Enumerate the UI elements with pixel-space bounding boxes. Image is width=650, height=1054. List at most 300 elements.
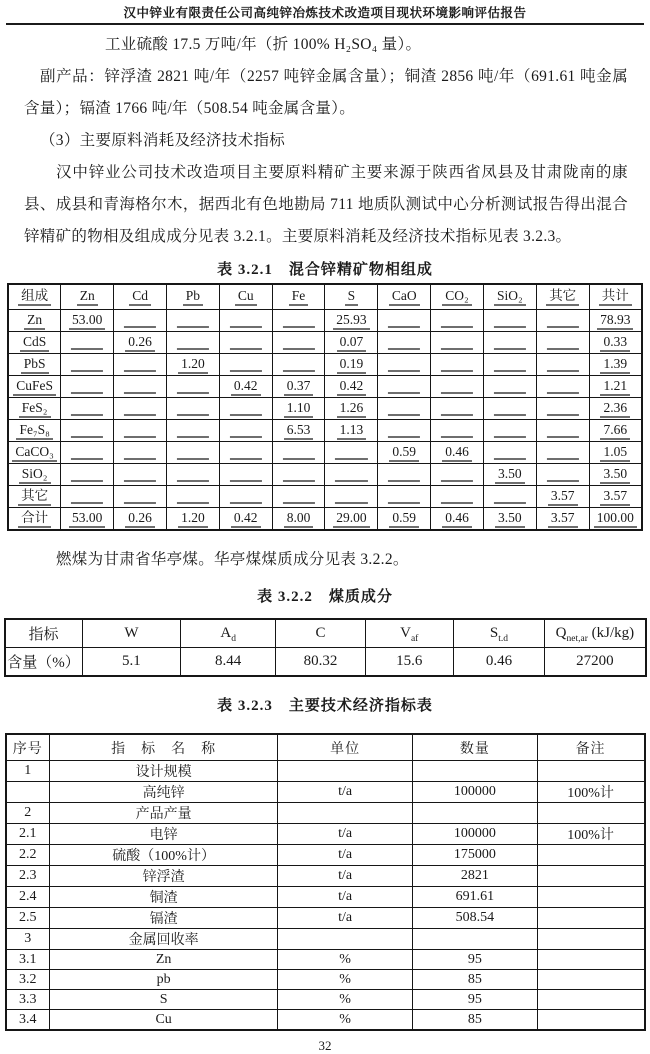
- empty-cell-underline: [388, 392, 420, 394]
- table-row: [6, 866, 645, 887]
- column-header: [536, 284, 589, 310]
- table-cell: 铜渣: [50, 887, 278, 908]
- column-header: 序号: [6, 734, 50, 761]
- table-cell: 3.2: [6, 970, 50, 990]
- empty-cell-underline: [388, 414, 420, 416]
- table-row: [8, 332, 642, 354]
- column-header: $A_d$: [181, 619, 276, 648]
- table-cell: 1: [6, 761, 50, 782]
- empty-cell-underline: [441, 326, 473, 328]
- table-cell: [378, 376, 431, 398]
- cell-underline: 0.37: [284, 378, 314, 396]
- empty-cell-underline: [71, 480, 103, 482]
- table-cell: [483, 354, 536, 376]
- cell-underline: Pb: [183, 288, 203, 306]
- table-cell: [114, 310, 167, 332]
- table-cell: [114, 508, 167, 531]
- cell-underline: 0.42: [231, 378, 261, 396]
- table-cell: 8.44: [181, 648, 276, 677]
- table-cell: [378, 354, 431, 376]
- cell-underline: 2.36: [600, 400, 630, 418]
- table-cell: [219, 508, 272, 531]
- table-cell: [8, 486, 61, 508]
- cell-underline: CuFeS: [13, 378, 56, 396]
- empty-cell-underline: [441, 370, 473, 372]
- table-cell: 175000: [413, 845, 538, 866]
- table-cell: 2.3: [6, 866, 50, 887]
- empty-cell-underline: [388, 370, 420, 372]
- empty-cell-underline: [547, 436, 579, 438]
- table-cell: [589, 508, 642, 531]
- empty-cell-underline: [441, 502, 473, 504]
- column-header: 单位: [278, 734, 413, 761]
- table-cell: Zn: [50, 950, 278, 970]
- column-header: [166, 284, 219, 310]
- report-title: 汉中锌业有限责任公司高纯锌冶炼技术改造项目现状环境影响评估报告: [123, 6, 527, 20]
- empty-cell-underline: [71, 370, 103, 372]
- table-cell: [325, 398, 378, 420]
- table-cell: [589, 398, 642, 420]
- empty-cell-underline: [335, 502, 367, 504]
- table-cell: [378, 508, 431, 531]
- empty-cell-underline: [71, 348, 103, 350]
- cell-underline: 1.26: [337, 400, 367, 418]
- table-cell: [114, 464, 167, 486]
- cell-underline: S: [345, 288, 359, 306]
- empty-cell-underline: [282, 326, 314, 328]
- empty-cell-underline: [494, 502, 526, 504]
- table-cell: [483, 508, 536, 531]
- table-row: [6, 950, 645, 970]
- table-cell: [272, 420, 325, 442]
- column-header: [272, 284, 325, 310]
- table-cell: [8, 376, 61, 398]
- table-cell: [219, 354, 272, 376]
- empty-cell-underline: [388, 502, 420, 504]
- column-header: $S_{t.d}$: [453, 619, 545, 648]
- table-cell: 100%计: [537, 824, 644, 845]
- cell-underline: 其它: [18, 488, 51, 506]
- empty-cell-underline: [441, 392, 473, 394]
- column-header: [61, 284, 114, 310]
- empty-cell-underline: [124, 436, 156, 438]
- table-cell: [378, 442, 431, 464]
- table-cell: pb: [50, 970, 278, 990]
- table-row: [8, 464, 642, 486]
- table-cell: 100%计: [537, 782, 644, 803]
- section-heading-3: （3）主要原料消耗及经济技术指标: [40, 132, 286, 149]
- cell-underline: 29.00: [333, 510, 369, 528]
- column-header: [114, 284, 167, 310]
- table-cell: %: [278, 990, 413, 1010]
- table-header-row: [5, 619, 646, 648]
- cell-underline: 53.00: [69, 312, 105, 330]
- table-cell: [219, 332, 272, 354]
- paragraph-coal: 燃煤为甘肃省华亭煤。华亭煤煤质成分见表 3.2.2。: [56, 551, 409, 568]
- mixed-zinc-concentrate-phase-table: [7, 283, 643, 531]
- empty-cell-underline: [547, 480, 579, 482]
- cell-underline: 0.46: [442, 444, 472, 462]
- table-cell: [219, 442, 272, 464]
- table-cell: [589, 464, 642, 486]
- cell-underline: SiO₂: [19, 466, 51, 484]
- empty-cell-underline: [494, 348, 526, 350]
- page-number: 32: [318, 1038, 332, 1053]
- table-row: [6, 761, 645, 782]
- table-cell: [61, 398, 114, 420]
- empty-cell-underline: [177, 458, 209, 460]
- table-cell: [272, 398, 325, 420]
- empty-cell-underline: [494, 392, 526, 394]
- table-cell: 100000: [413, 824, 538, 845]
- empty-cell-underline: [494, 414, 526, 416]
- column-header: C: [276, 619, 366, 648]
- table-cell: [431, 508, 484, 531]
- empty-cell-underline: [388, 326, 420, 328]
- table-cell: [536, 398, 589, 420]
- cell-underline: SiO₂: [494, 288, 526, 306]
- table-row: [8, 354, 642, 376]
- empty-cell-underline: [71, 436, 103, 438]
- table-cell: 15.6: [365, 648, 453, 677]
- empty-cell-underline: [124, 480, 156, 482]
- table-cell: [537, 803, 644, 824]
- table-cell: [537, 845, 644, 866]
- table-cell: [61, 442, 114, 464]
- cell-underline: Zn: [24, 312, 45, 330]
- table-cell: [378, 420, 431, 442]
- cell-underline: 78.93: [597, 312, 633, 330]
- paragraph-raw-material-source: 汉中锌业公司技术改造项目主要原料精矿主要来源于陕西省凤县及甘肃陇南的康县、成县和青海格尔木，据西北有色地勘局 711 地质队测试中心分析测试报告得出混合锌精矿的物相及组成成分见表 3.2.1。主要原料消耗及经济技术指标见表 3.2.3。: [24, 164, 628, 245]
- table-cell: [114, 332, 167, 354]
- table-cell: 80.32: [276, 648, 366, 677]
- cell-underline: 1.10: [284, 400, 314, 418]
- table-cell: [166, 486, 219, 508]
- table-cell: 2821: [413, 866, 538, 887]
- table-cell: t/a: [278, 824, 413, 845]
- table-cell: [272, 464, 325, 486]
- table-cell: [589, 354, 642, 376]
- empty-cell-underline: [230, 414, 262, 416]
- table-cell: [431, 442, 484, 464]
- cell-underline: 0.46: [442, 510, 472, 528]
- table-cell: [8, 332, 61, 354]
- empty-cell-underline: [282, 370, 314, 372]
- cell-underline: 1.39: [600, 356, 630, 374]
- table-cell: 2.1: [6, 824, 50, 845]
- coal-quality-table: [4, 618, 647, 677]
- column-header: [8, 284, 61, 310]
- empty-cell-underline: [441, 480, 473, 482]
- table-cell: [166, 398, 219, 420]
- table-cell: [166, 464, 219, 486]
- cell-underline: 1.20: [178, 356, 208, 374]
- empty-cell-underline: [230, 480, 262, 482]
- table-cell: [483, 376, 536, 398]
- table-cell: [61, 508, 114, 531]
- table-cell: [278, 929, 413, 950]
- table-cell: S: [50, 990, 278, 1010]
- cell-underline: 合计: [18, 510, 51, 528]
- cell-underline: Fe₇S₈: [16, 422, 52, 440]
- table-cell: [114, 486, 167, 508]
- empty-cell-underline: [230, 458, 262, 460]
- empty-cell-underline: [441, 414, 473, 416]
- table-cell: [537, 866, 644, 887]
- cell-underline: 0.42: [231, 510, 261, 528]
- cell-underline: FeS₂: [19, 400, 51, 418]
- empty-cell-underline: [230, 502, 262, 504]
- table-cell: [325, 376, 378, 398]
- table-cell: [219, 464, 272, 486]
- table-cell: 电锌: [50, 824, 278, 845]
- empty-cell-underline: [441, 436, 473, 438]
- table-cell: 含量（%）: [5, 648, 83, 677]
- table-cell: t/a: [278, 908, 413, 929]
- cell-underline: 0.42: [337, 378, 367, 396]
- cell-underline: Zn: [77, 288, 98, 306]
- empty-cell-underline: [335, 458, 367, 460]
- table-cell: [325, 310, 378, 332]
- cell-underline: 8.00: [284, 510, 314, 528]
- empty-cell-underline: [282, 458, 314, 460]
- table-cell: [378, 398, 431, 420]
- table-cell: [378, 464, 431, 486]
- empty-cell-underline: [124, 502, 156, 504]
- column-header: 备注: [537, 734, 644, 761]
- cell-underline: 组成: [18, 288, 51, 306]
- cell-underline: CdS: [20, 334, 49, 352]
- cell-underline: 其它: [546, 288, 579, 306]
- empty-cell-underline: [177, 392, 209, 394]
- cell-underline: 3.50: [600, 466, 630, 484]
- cell-underline: 0.59: [389, 444, 419, 462]
- column-header: [325, 284, 378, 310]
- table-cell: [537, 970, 644, 990]
- table-row: [8, 420, 642, 442]
- table-cell: [589, 442, 642, 464]
- table-cell: 5.1: [82, 648, 181, 677]
- table-cell: [8, 442, 61, 464]
- table-cell: [536, 420, 589, 442]
- table-cell: [166, 354, 219, 376]
- table-cell: %: [278, 1010, 413, 1031]
- empty-cell-underline: [71, 392, 103, 394]
- table-cell: [6, 782, 50, 803]
- table-cell: 2: [6, 803, 50, 824]
- table-row: [6, 970, 645, 990]
- table-cell: [166, 420, 219, 442]
- table-cell: 508.54: [413, 908, 538, 929]
- table-cell: [536, 464, 589, 486]
- table-row: [6, 908, 645, 929]
- empty-cell-underline: [177, 502, 209, 504]
- paragraph-byproducts: 副产品：锌浮渣 2821 吨/年（2257 吨锌金属含量）；铜渣 2856 吨/年（691.61 吨金属含量）；镉渣 1766 吨/年（508.54 吨金属含量）。: [24, 68, 628, 117]
- table-row: [8, 508, 642, 531]
- table-cell: [325, 332, 378, 354]
- table-cell: [537, 761, 644, 782]
- table-cell: [272, 332, 325, 354]
- table-cell: Cu: [50, 1010, 278, 1031]
- empty-cell-underline: [494, 326, 526, 328]
- table-cell: [483, 310, 536, 332]
- table-cell: [114, 442, 167, 464]
- cell-underline: 0.26: [125, 334, 155, 352]
- empty-cell-underline: [441, 348, 473, 350]
- table-cell: [536, 376, 589, 398]
- table-caption-3-2-1: 表 3.2.1 混合锌精矿物相组成: [217, 262, 433, 278]
- cell-underline: 100.00: [594, 510, 637, 528]
- table-cell: [219, 310, 272, 332]
- paragraph-industrial-acid: 工业硫酸 17.5 万吨/年（折 100% H₂SO₄ 量）。: [105, 36, 422, 53]
- empty-cell-underline: [177, 480, 209, 482]
- table-cell: [325, 442, 378, 464]
- table-cell: 硫酸（100%计）: [50, 845, 278, 866]
- empty-cell-underline: [71, 502, 103, 504]
- cell-underline: 3.57: [548, 510, 578, 528]
- table-cell: [8, 354, 61, 376]
- table-row: [5, 648, 646, 677]
- empty-cell-underline: [177, 414, 209, 416]
- cell-underline: 1.13: [337, 422, 367, 440]
- table-cell: t/a: [278, 845, 413, 866]
- empty-cell-underline: [494, 436, 526, 438]
- table-cell: [61, 376, 114, 398]
- empty-cell-underline: [388, 480, 420, 482]
- table-row: [6, 782, 645, 803]
- table-cell: [61, 354, 114, 376]
- table-cell: [431, 354, 484, 376]
- table-cell: [166, 442, 219, 464]
- table-cell: 691.61: [413, 887, 538, 908]
- empty-cell-underline: [230, 370, 262, 372]
- table-cell: [483, 464, 536, 486]
- table-cell: 金属回收率: [50, 929, 278, 950]
- table-cell: [589, 486, 642, 508]
- table-cell: [272, 442, 325, 464]
- table-row: [8, 376, 642, 398]
- table-cell: [219, 486, 272, 508]
- table-cell: [536, 508, 589, 531]
- table-cell: [537, 887, 644, 908]
- empty-cell-underline: [177, 348, 209, 350]
- table-cell: [378, 310, 431, 332]
- table-cell: [278, 761, 413, 782]
- cell-underline: PbS: [21, 356, 49, 374]
- table-cell: 2.4: [6, 887, 50, 908]
- empty-cell-underline: [282, 348, 314, 350]
- table-row: [8, 398, 642, 420]
- column-header: $V_{af}$: [365, 619, 453, 648]
- column-header: 数量: [413, 734, 538, 761]
- table-cell: [325, 464, 378, 486]
- cell-underline: 0.59: [389, 510, 419, 528]
- table-cell: 100000: [413, 782, 538, 803]
- table-row: [8, 442, 642, 464]
- table-cell: [272, 508, 325, 531]
- cell-underline: 0.33: [600, 334, 630, 352]
- empty-cell-underline: [335, 480, 367, 482]
- table-cell: [114, 354, 167, 376]
- table-cell: 镉渣: [50, 908, 278, 929]
- table-cell: [431, 398, 484, 420]
- table-header-row: [6, 734, 645, 761]
- table-cell: [325, 486, 378, 508]
- column-header: [219, 284, 272, 310]
- table-cell: [536, 310, 589, 332]
- column-header: [378, 284, 431, 310]
- table-cell: [114, 420, 167, 442]
- column-header: [589, 284, 642, 310]
- table-cell: [8, 464, 61, 486]
- table-cell: [537, 929, 644, 950]
- empty-cell-underline: [547, 348, 579, 350]
- table-cell: 3.4: [6, 1010, 50, 1031]
- table-cell: [413, 929, 538, 950]
- table-cell: [536, 486, 589, 508]
- table-cell: [325, 420, 378, 442]
- table-cell: 产品产量: [50, 803, 278, 824]
- empty-cell-underline: [124, 458, 156, 460]
- table-row: [6, 990, 645, 1010]
- empty-cell-underline: [494, 458, 526, 460]
- table-cell: [278, 803, 413, 824]
- table-cell: [8, 310, 61, 332]
- table-cell: [378, 486, 431, 508]
- table-cell: [589, 310, 642, 332]
- table-cell: [8, 420, 61, 442]
- cell-underline: 3.50: [495, 466, 525, 484]
- empty-cell-underline: [177, 326, 209, 328]
- cell-underline: 7.66: [600, 422, 630, 440]
- cell-underline: 1.05: [600, 444, 630, 462]
- cell-underline: 3.57: [600, 488, 630, 506]
- column-header: W: [82, 619, 181, 648]
- table-cell: [272, 310, 325, 332]
- cell-underline: CaO: [389, 288, 420, 306]
- table-cell: %: [278, 950, 413, 970]
- table-cell: [166, 376, 219, 398]
- empty-cell-underline: [494, 370, 526, 372]
- table-cell: [61, 464, 114, 486]
- table-row: [6, 824, 645, 845]
- empty-cell-underline: [282, 502, 314, 504]
- table-cell: 95: [413, 990, 538, 1010]
- table-cell: [114, 376, 167, 398]
- empty-cell-underline: [71, 414, 103, 416]
- table-cell: [589, 420, 642, 442]
- table-cell: [536, 442, 589, 464]
- table-cell: [8, 508, 61, 531]
- cell-underline: 共计: [599, 288, 632, 306]
- table-cell: [483, 486, 536, 508]
- table-header-row: [8, 284, 642, 310]
- empty-cell-underline: [124, 326, 156, 328]
- table-cell: 2.5: [6, 908, 50, 929]
- cell-underline: 3.57: [548, 488, 578, 506]
- table-caption-3-2-2: 表 3.2.2 煤质成分: [257, 589, 393, 605]
- empty-cell-underline: [547, 326, 579, 328]
- table-cell: [61, 332, 114, 354]
- empty-cell-underline: [547, 392, 579, 394]
- cell-underline: 0.26: [125, 510, 155, 528]
- table-cell: [537, 908, 644, 929]
- table-cell: 2.2: [6, 845, 50, 866]
- cell-underline: CaCO₃: [12, 444, 56, 462]
- table-cell: [378, 332, 431, 354]
- table-cell: [537, 950, 644, 970]
- table-row: [8, 486, 642, 508]
